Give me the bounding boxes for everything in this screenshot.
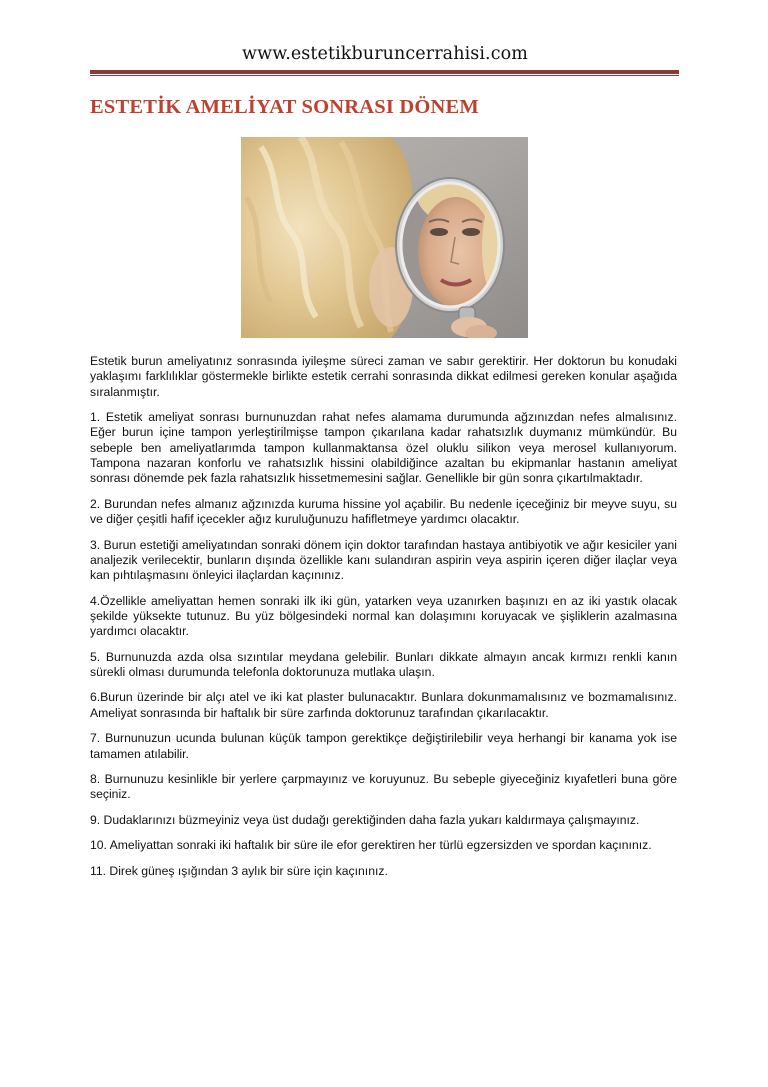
woman-with-hand-mirror-photo xyxy=(241,137,528,338)
article-body xyxy=(90,354,677,889)
list-item: 8. Burnunuzu kesinlikle bir yerlere çarpmayınız ve koruyunuz. Bu sebeple giyeceğiniz kıyafetleri buna göre seçiniz. xyxy=(90,772,677,802)
list-item: 7. Burnunuzun ucunda bulunan küçük tampon gerektikçe değiştirilebilir veya herhangi bir kanama yok ise tamamen atılabilir. xyxy=(90,731,677,761)
list-item: 9. Dudaklarınızı büzmeyiniz veya üst dudağı gerektiğinden daha fazla yukarı kaldırmaya çalışmayınız. xyxy=(90,812,640,827)
intro-paragraph: Estetik burun ameliyatınız sonrasında iyileşme süreci zaman ve sabır gerektirir. Her doktorun bu konudaki yaklaşımı farklılıklar göstermekle birlikte estetik cerrahi sonrasında dikkat edilmesi gereken konular aşağıda sıralanmıştır. xyxy=(90,354,677,399)
list-item: 2. Burundan nefes almanız ağzınızda kuruma hissine yol açabilir. Bu nedenle içeceğiniz bir meyve suyu, su ve diğer çeşitli hafif içecekler ağız kuruluğunuzu hafifletmeye yardımcı olacaktır. xyxy=(90,496,677,527)
list-item: 1. Estetik ameliyat sonrası burnunuzdan rahat nefes alamama durumunda ağzınızdan nefes almalısınız. Eğer burun içine tampon yerleştirilmişse tampon çıkarılana kadar rahatsızlık duymanız mümkündür. Bu sebeple ben ameliyatlarımda tampon kullanmaktansa özel oluklu silikon veya merosel kullanıyorum. Tampona nazaran konforlu ve rahatsızlık hissini olabildiğince azaltan bu ekipmanlar hastanın ameliyat sonrası dönemde pek fazla rahatsızlık hissetmemesini sağlar. Genellikle bir gün sonra çıkartılmaktadır. xyxy=(90,410,677,486)
list-item: 11. Direk güneş ışığından 3 aylık bir süre için kaçınınız. xyxy=(90,863,388,878)
list-item: 4.Özellikle ameliyattan hemen sonraki ilk iki gün, yatarken veya uzanırken başınızı en az iki yastık olacak şekilde yüksekte tutunuz. Bu yüz bölgesindeki normal kan dolaşımını koruyacak ve şişliklerin azalmasına yardımcı olacaktır. xyxy=(90,593,677,639)
list-item: 6.Burun üzerinde bir alçı atel ve iki kat plaster bulunacaktır. Bunlara dokunmamalısınız ve bozmamalısınız. Ameliyat sonrasında bir haftalık bir süre zarfında doktorunuz tarafından çıkarılacaktır. xyxy=(90,690,677,720)
site-url-header: www.estetikburuncerrahisi.com xyxy=(242,44,528,64)
page-title: ESTETİK AMELİYAT SONRASI DÖNEM xyxy=(90,96,479,118)
list-item: 3. Burun estetiği ameliyatından sonraki dönem için doktor tarafından hastaya antibiyotik ve ağır kesiciler yani analjezik verilecektir, bunların dışında özellikle kanı sulandıran aspirin veya aspirin içeren diğer ilaçlar veya kan pıhtılaşmasını önleyici ilaçlardan kaçınınız. xyxy=(90,537,677,583)
header-divider-thin xyxy=(90,75,679,76)
list-item: 5. Burnunuzda azda olsa sızıntılar meydana gelebilir. Bunları dikkate almayın ancak kırmızı renkli kanın sürekli olması durumunda telefonla doktorunuza mutlaka ulaşın. xyxy=(90,649,677,679)
list-item: 10. Ameliyattan sonraki iki haftalık bir süre ile efor gerektiren her türlü egzersizden ve spordan kaçınınız. xyxy=(90,838,652,853)
header-divider xyxy=(90,70,679,74)
